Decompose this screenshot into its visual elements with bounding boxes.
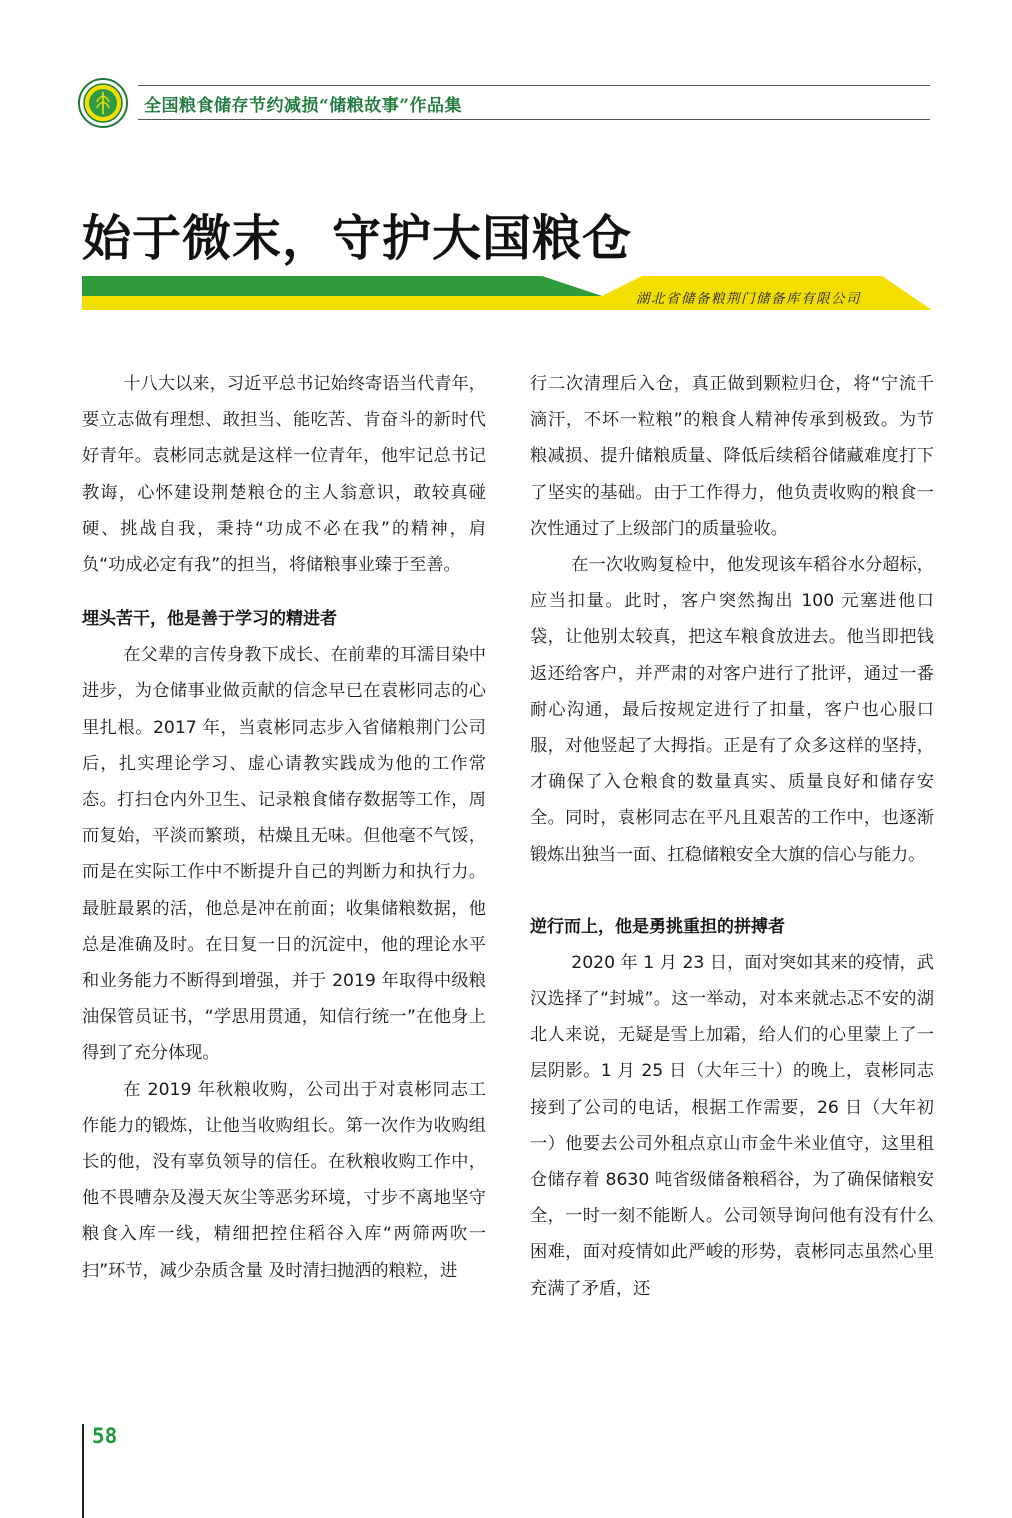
- body-paragraph: 在 2019 年秋粮收购，公司出于对袁彬同志工作能力的锻炼，让他当收购组长。第一次作为收购组长的他，没有辜负领导的信任。在秋粮收购工作中，他不畏嘈杂及漫天灰尘等恶劣环境，寸步不离地坚守粮食入库一线，精细把控住稻谷入库“两筛两吹一扫”环节，减少杂质含量 及时清扫抛洒的粮粒，进: [82, 1079, 486, 1281]
- section-heading-2: 逆行而上，他是勇挑重担的拼搏者: [530, 916, 785, 937]
- section-heading-1: 埋头苦干，他是善于学习的精进者: [82, 609, 337, 630]
- body-paragraph: 在父辈的言传身教下成长、在前辈的耳濡目染中进步，为仓储事业做贡献的信念早已在袁彬同志的心里扎根。2017 年，当袁彬同志步入省储粮荆门公司后，扎实理论学习、虚心请教实践成为他的工作常态。打扫仓内外卫生、记录粮食储存数据等工作，周而复始，平淡而繁琐，枯燥且无味。但他毫不气馁，而是在实际工作中不断提升自己的判断力和执行力。最脏最累的活，他总是冲在前面；收集储粮数据，他总是准确及时。在日复一日的沉淀中，他的理论水平和业务能力不断得到增强，并于 2019 年取得中级粮油保管员证书，“学思用贯通，知信行统一”在他身上得到了充分体现。: [82, 645, 486, 1064]
- grain-emblem-icon: [78, 78, 128, 128]
- body-paragraph: 在一次收购复检中，他发现该车稻谷水分超标，应当扣量。此时，客户突然掏出 100 元塞进他口袋，让他别太较真，把这车粮食放进去。他当即把钱返还给客户，并严肃的对客户进行了批评，通过一番耐心沟通，最后按规定进行了扣量，客户也心服口服，对他竖起了大拇指。正是有了众多这样的坚持，才确保了入仓粮食的数量真实、质量良好和储存安全。同时，袁彬同志在平凡且艰苦的工作中，也逐渐锻炼出独当一面、扛稳储粮安全大旗的信心与能力。: [530, 555, 934, 865]
- body-paragraph-continued: 行二次清理后入仓，真正做到颗粒归仓，将“宁流千滴汗，不坏一粒粮”的粮食人精神传承到极致。为节粮减损、提升储粮质量、降低后续稻谷储藏难度打下了坚实的基础。由于工作得力，他负责收购的粮食一次性通过了上级部门的质量验收。: [530, 374, 934, 539]
- page-number: 58: [92, 1424, 118, 1448]
- header-rule-bottom: [138, 119, 930, 120]
- right-column: [530, 366, 934, 1307]
- page-number-rule: [82, 1424, 84, 1518]
- header-rule-top: [138, 85, 930, 86]
- left-column: [82, 366, 486, 1289]
- collection-title: 全国粮食储存节约减损“储粮故事”作品集: [144, 96, 463, 116]
- author-organization: 湖北省储备粮荆门储备库有限公司: [636, 291, 861, 307]
- article-title: 始于微末，守护大国粮仓: [82, 209, 633, 267]
- intro-paragraph: 十八大以来，习近平总书记始终寄语当代青年，要立志做有理想、敢担当、能吃苦、肯奋斗的新时代好青年。袁彬同志就是这样一位青年，他牢记总书记教诲，心怀建设荆楚粮仓的主人翁意识，敢较真碰硬、挑战自我，秉持“功成不必在我”的精神，肩负“功成必定有我”的担当，将储粮事业臻于至善。: [82, 374, 486, 576]
- body-paragraph: 2020 年 1 月 23 日，面对突如其来的疫情，武汉选择了“封城”。这一举动，对本来就忐忑不安的湖北人来说，无疑是雪上加霜，给人们的心里蒙上了一层阴影。1 月 25 日（大年三十）的晚上，袁彬同志接到了公司的电话，根据工作需要，26 日（大年初一）他要去公司外租点京山市金牛米业值守，这里租仓储存着 8630 吨省级储备粮稻谷，为了确保储粮安全，一时一刻不能断人。公司领导询问他有没有什么困难，面对疫情如此严峻的形势，袁彬同志虽然心里充满了矛盾，还: [530, 952, 934, 1299]
- running-header: [78, 78, 930, 128]
